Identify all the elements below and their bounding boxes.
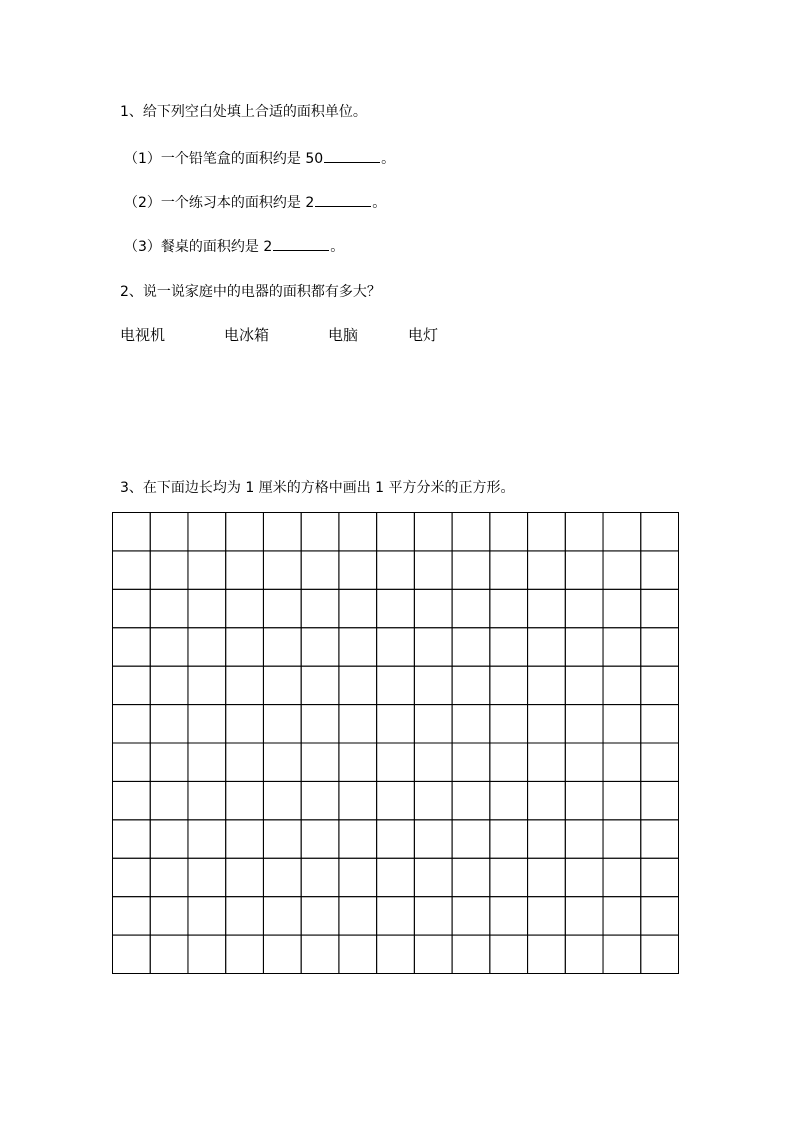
grid-cell[interactable] (339, 666, 377, 704)
grid-cell[interactable] (641, 935, 679, 973)
grid-cell[interactable] (150, 820, 188, 858)
grid-cell[interactable] (414, 743, 452, 781)
grid-cell[interactable] (414, 589, 452, 627)
grid-cell[interactable] (188, 705, 226, 743)
grid-cell[interactable] (188, 858, 226, 896)
grid-cell[interactable] (301, 551, 339, 589)
grid-cell[interactable] (113, 666, 151, 704)
grid-cell[interactable] (188, 743, 226, 781)
question-1-item-1 (124, 148, 395, 169)
grid-cell[interactable] (301, 628, 339, 666)
grid-cell[interactable] (452, 628, 490, 666)
grid-cell[interactable] (452, 897, 490, 935)
grid-cell[interactable] (377, 781, 415, 819)
grid-cell[interactable] (528, 589, 566, 627)
square-grid[interactable] (112, 512, 679, 974)
grid-cell[interactable] (490, 628, 528, 666)
grid-cell[interactable] (339, 858, 377, 896)
grid-cell[interactable] (490, 897, 528, 935)
grid-cell[interactable] (339, 781, 377, 819)
grid-cell[interactable] (188, 781, 226, 819)
grid-cell[interactable] (113, 858, 151, 896)
grid-cell[interactable] (226, 781, 264, 819)
grid-cell[interactable] (565, 628, 603, 666)
grid-cell[interactable] (301, 935, 339, 973)
grid-cell[interactable] (641, 628, 679, 666)
grid-cell[interactable] (603, 513, 641, 551)
grid-cell[interactable] (414, 897, 452, 935)
grid-cell[interactable] (339, 935, 377, 973)
grid-cell[interactable] (339, 589, 377, 627)
grid-cell[interactable] (150, 705, 188, 743)
grid-cell[interactable] (226, 820, 264, 858)
grid-cell[interactable] (150, 897, 188, 935)
grid-cell[interactable] (490, 551, 528, 589)
grid-cell[interactable] (377, 705, 415, 743)
grid-cell[interactable] (150, 551, 188, 589)
grid-cell[interactable] (414, 858, 452, 896)
grid-cell[interactable] (414, 666, 452, 704)
grid-cell[interactable] (226, 551, 264, 589)
grid-cell[interactable] (263, 743, 301, 781)
grid-cell[interactable] (263, 589, 301, 627)
grid-cell[interactable] (603, 858, 641, 896)
grid-cell[interactable] (113, 628, 151, 666)
grid-cell[interactable] (490, 513, 528, 551)
grid-cell[interactable] (565, 551, 603, 589)
grid-cell[interactable] (263, 628, 301, 666)
grid-cell[interactable] (452, 513, 490, 551)
grid-cell[interactable] (452, 589, 490, 627)
grid-cell[interactable] (641, 705, 679, 743)
grid-cell[interactable] (490, 666, 528, 704)
grid-cell[interactable] (377, 513, 415, 551)
grid-cell[interactable] (490, 935, 528, 973)
grid-cell[interactable] (113, 935, 151, 973)
grid-cell[interactable] (226, 858, 264, 896)
answer-blank-1[interactable] (324, 148, 380, 163)
grid-cell[interactable] (339, 551, 377, 589)
grid-cell[interactable] (414, 628, 452, 666)
grid-cell[interactable] (452, 743, 490, 781)
grid-cell[interactable] (188, 551, 226, 589)
answer-blank-2[interactable] (315, 192, 371, 207)
grid-cell[interactable] (452, 666, 490, 704)
grid-cell[interactable] (150, 666, 188, 704)
grid-cell[interactable] (113, 513, 151, 551)
grid-cell[interactable] (150, 935, 188, 973)
grid-cell[interactable] (188, 513, 226, 551)
grid-cell[interactable] (226, 589, 264, 627)
grid-cell[interactable] (339, 513, 377, 551)
appliance-tv: 电视机 (120, 326, 166, 344)
grid-cell[interactable] (113, 589, 151, 627)
grid-cell[interactable] (263, 513, 301, 551)
grid-cell[interactable] (150, 589, 188, 627)
grid-cell[interactable] (414, 705, 452, 743)
grid-cell[interactable] (603, 820, 641, 858)
grid-cell[interactable] (490, 743, 528, 781)
item-2-suffix: 。 (372, 195, 387, 211)
item-1-text: （1）一个铅笔盒的面积约是 50 (124, 151, 324, 167)
grid-cell[interactable] (528, 935, 566, 973)
grid-cell[interactable] (641, 551, 679, 589)
grid-cell[interactable] (452, 551, 490, 589)
grid-cell[interactable] (188, 935, 226, 973)
grid-cell[interactable] (301, 820, 339, 858)
grid-cell[interactable] (150, 743, 188, 781)
grid-cell[interactable] (301, 666, 339, 704)
grid-cell[interactable] (339, 628, 377, 666)
grid-cell[interactable] (565, 513, 603, 551)
appliance-fridge: 电冰箱 (224, 326, 270, 344)
grid-cell[interactable] (113, 820, 151, 858)
question-1-item-3 (124, 236, 344, 257)
grid-cell[interactable] (226, 666, 264, 704)
grid-cell[interactable] (377, 935, 415, 973)
grid-cell[interactable] (603, 628, 641, 666)
grid-cell[interactable] (603, 705, 641, 743)
grid-cell[interactable] (301, 781, 339, 819)
grid-cell[interactable] (603, 743, 641, 781)
grid-cell[interactable] (490, 858, 528, 896)
grid-cell[interactable] (641, 781, 679, 819)
grid-cell[interactable] (377, 589, 415, 627)
grid-cell[interactable] (188, 666, 226, 704)
grid-cell[interactable] (150, 781, 188, 819)
grid-cell[interactable] (150, 628, 188, 666)
grid-cell[interactable] (528, 666, 566, 704)
grid-cell[interactable] (113, 551, 151, 589)
grid-cell[interactable] (339, 743, 377, 781)
grid-cell[interactable] (263, 897, 301, 935)
grid-cell[interactable] (301, 897, 339, 935)
grid-cell[interactable] (565, 589, 603, 627)
grid-cell[interactable] (641, 666, 679, 704)
grid-cell[interactable] (414, 820, 452, 858)
grid-cell[interactable] (339, 705, 377, 743)
grid-cell[interactable] (565, 820, 603, 858)
grid-cell[interactable] (565, 666, 603, 704)
grid-cell[interactable] (301, 743, 339, 781)
grid-cell[interactable] (263, 858, 301, 896)
grid-cell[interactable] (113, 781, 151, 819)
grid-cell[interactable] (263, 781, 301, 819)
grid-cell[interactable] (603, 935, 641, 973)
grid-cell[interactable] (377, 551, 415, 589)
grid-cell[interactable] (452, 781, 490, 819)
grid-cell[interactable] (565, 858, 603, 896)
grid-cell[interactable] (452, 705, 490, 743)
question-3-title: 3、在下面边长均为 1 厘米的方格中画出 1 平方分米的正方形。 (120, 480, 515, 496)
grid-cell[interactable] (641, 589, 679, 627)
grid-cell[interactable] (565, 705, 603, 743)
grid-cell[interactable] (188, 628, 226, 666)
grid-cell[interactable] (150, 858, 188, 896)
grid-cell[interactable] (490, 820, 528, 858)
question-1-item-2 (124, 192, 386, 213)
grid-cell[interactable] (565, 935, 603, 973)
grid-cell[interactable] (641, 743, 679, 781)
grid-cell[interactable] (414, 551, 452, 589)
grid-cell[interactable] (377, 897, 415, 935)
grid-cell[interactable] (226, 628, 264, 666)
grid-cell[interactable] (226, 897, 264, 935)
grid-cell[interactable] (641, 858, 679, 896)
grid-cell[interactable] (113, 897, 151, 935)
grid-cell[interactable] (113, 705, 151, 743)
grid-cell[interactable] (528, 781, 566, 819)
grid-cell[interactable] (528, 858, 566, 896)
grid-cell[interactable] (528, 820, 566, 858)
grid-cell[interactable] (603, 781, 641, 819)
grid-cell[interactable] (263, 551, 301, 589)
grid-cell[interactable] (603, 897, 641, 935)
grid-cell[interactable] (528, 513, 566, 551)
grid-cell[interactable] (263, 935, 301, 973)
grid-cell[interactable] (188, 589, 226, 627)
grid-cell[interactable] (263, 705, 301, 743)
question-2-title: 2、说一说家庭中的电器的面积都有多大？ (120, 284, 381, 300)
item-1-suffix: 。 (381, 151, 396, 167)
grid-cell[interactable] (339, 897, 377, 935)
grid-cell[interactable] (414, 513, 452, 551)
answer-blank-3[interactable] (273, 236, 329, 251)
grid-cell[interactable] (641, 513, 679, 551)
grid-cell[interactable] (528, 705, 566, 743)
appliance-computer: 电脑 (328, 326, 359, 344)
grid-cell[interactable] (188, 820, 226, 858)
grid-cell[interactable] (452, 935, 490, 973)
grid-cell[interactable] (377, 743, 415, 781)
grid-cell[interactable] (452, 858, 490, 896)
grid-cell[interactable] (565, 743, 603, 781)
grid-cell[interactable] (528, 897, 566, 935)
appliance-lamp: 电灯 (408, 326, 439, 344)
grid-cell[interactable] (377, 628, 415, 666)
grid-cell[interactable] (301, 513, 339, 551)
grid-cell[interactable] (490, 589, 528, 627)
grid-cell[interactable] (641, 897, 679, 935)
grid-cell[interactable] (414, 781, 452, 819)
item-3-text: （3）餐桌的面积约是 2 (124, 239, 273, 255)
grid-cell[interactable] (603, 666, 641, 704)
grid-cell[interactable] (188, 897, 226, 935)
grid-cell[interactable] (490, 705, 528, 743)
grid-cell[interactable] (452, 820, 490, 858)
grid-cell[interactable] (528, 628, 566, 666)
item-3-suffix: 。 (330, 239, 345, 255)
grid-cell[interactable] (301, 589, 339, 627)
grid-cell[interactable] (150, 513, 188, 551)
grid-cell[interactable] (226, 513, 264, 551)
grid-cell[interactable] (528, 551, 566, 589)
grid-cell[interactable] (565, 897, 603, 935)
grid-cell[interactable] (377, 666, 415, 704)
grid-cell[interactable] (603, 589, 641, 627)
grid-cell[interactable] (226, 705, 264, 743)
grid-cell[interactable] (301, 705, 339, 743)
grid-cell[interactable] (641, 820, 679, 858)
grid-cell[interactable] (113, 743, 151, 781)
grid-cell[interactable] (490, 781, 528, 819)
grid-cell[interactable] (603, 551, 641, 589)
question-1-title: 1、给下列空白处填上合适的面积单位。 (120, 104, 367, 120)
grid-cell[interactable] (414, 935, 452, 973)
grid-cell[interactable] (263, 820, 301, 858)
grid-cell[interactable] (301, 858, 339, 896)
grid-cell[interactable] (263, 666, 301, 704)
grid-cell[interactable] (565, 781, 603, 819)
grid-cell[interactable] (226, 935, 264, 973)
grid-cell[interactable] (377, 858, 415, 896)
grid-cell[interactable] (528, 743, 566, 781)
item-2-text: （2）一个练习本的面积约是 2 (124, 195, 315, 211)
grid-cell[interactable] (226, 743, 264, 781)
grid-cell[interactable] (339, 820, 377, 858)
grid-cell[interactable] (377, 820, 415, 858)
